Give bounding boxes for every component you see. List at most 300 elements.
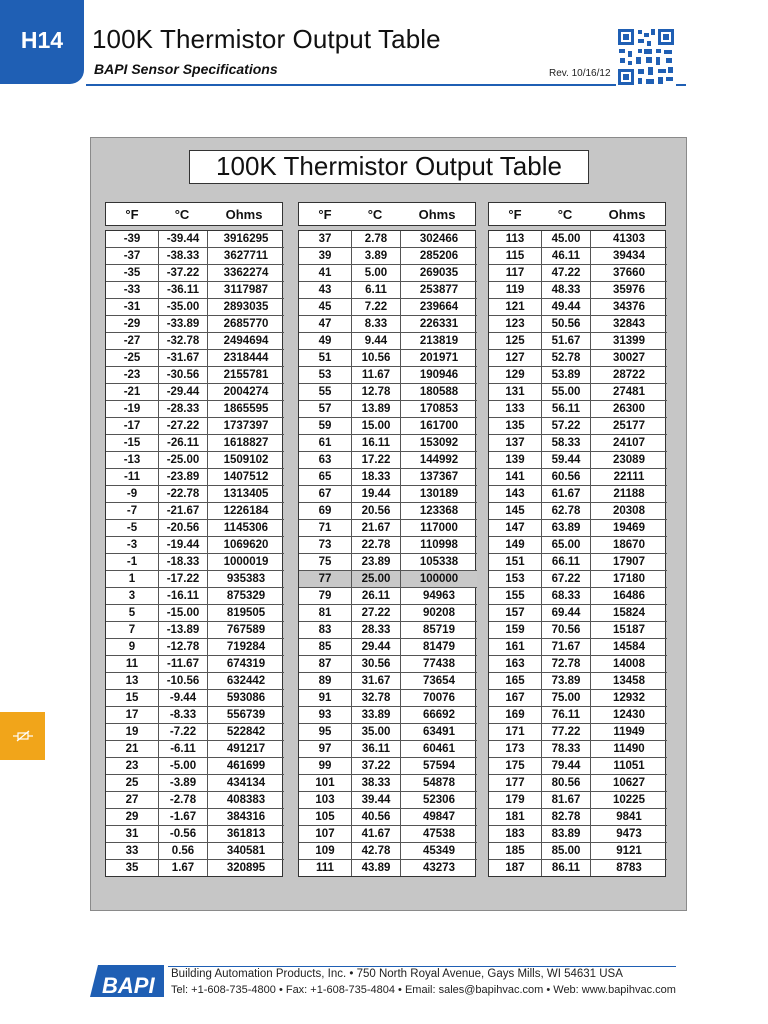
cell-fahrenheit: 187	[489, 860, 542, 877]
cell-ohms: 25177	[591, 418, 668, 435]
cell-ohms: 340581	[208, 843, 285, 860]
cell-celsius: -5.00	[159, 758, 208, 775]
table-row	[489, 350, 667, 367]
table-row	[489, 435, 667, 452]
cell-celsius: -33.89	[159, 316, 208, 333]
cell-fahrenheit: 165	[489, 673, 542, 690]
cell-celsius: 9.44	[352, 333, 401, 350]
cell-fahrenheit: 111	[299, 860, 352, 877]
cell-ohms: 37660	[591, 265, 668, 282]
table-row	[489, 452, 667, 469]
table-row	[106, 588, 284, 605]
cell-ohms: 461699	[208, 758, 285, 775]
cell-celsius: 56.11	[542, 401, 591, 418]
cell-fahrenheit: 23	[106, 758, 159, 775]
table-row	[106, 367, 284, 384]
table-row	[299, 656, 477, 673]
table-row	[106, 537, 284, 554]
thermistor-table-panel	[90, 137, 687, 911]
cell-celsius: 49.44	[542, 299, 591, 316]
cell-celsius: 71.67	[542, 639, 591, 656]
cell-ohms: 70076	[401, 690, 478, 707]
table-row	[489, 231, 667, 248]
table-header	[105, 202, 283, 226]
cell-celsius: 39.44	[352, 792, 401, 809]
cell-fahrenheit: 113	[489, 231, 542, 248]
cell-celsius: -12.78	[159, 639, 208, 656]
cell-ohms: 17907	[591, 554, 668, 571]
cell-fahrenheit: -29	[106, 316, 159, 333]
cell-ohms: 41303	[591, 231, 668, 248]
cell-ohms: 408383	[208, 792, 285, 809]
cell-ohms: 94963	[401, 588, 478, 605]
cell-fahrenheit: -17	[106, 418, 159, 435]
cell-celsius: -19.44	[159, 537, 208, 554]
table-row	[106, 809, 284, 826]
cell-ohms: 35976	[591, 282, 668, 299]
cell-fahrenheit: 127	[489, 350, 542, 367]
cell-ohms: 3916295	[208, 231, 285, 248]
cell-celsius: 11.67	[352, 367, 401, 384]
cell-fahrenheit: 87	[299, 656, 352, 673]
cell-ohms: 57594	[401, 758, 478, 775]
table-row	[489, 758, 667, 775]
cell-celsius: -2.78	[159, 792, 208, 809]
table-column-2	[298, 202, 476, 877]
table-row	[489, 282, 667, 299]
cell-ohms: 43273	[423, 862, 455, 874]
cell-ohms: 54878	[401, 775, 478, 792]
cell-celsius: 78.33	[542, 741, 591, 758]
cell-ohms: 1000019	[208, 554, 285, 571]
cell-fahrenheit: 37	[299, 231, 352, 248]
cell-fahrenheit: 15	[106, 690, 159, 707]
cell-ohms: 1069620	[208, 537, 285, 554]
cell-celsius: 59.44	[542, 452, 591, 469]
table-row	[489, 741, 667, 758]
cell-ohms: 1226184	[208, 503, 285, 520]
cell-fahrenheit: 135	[489, 418, 542, 435]
cell-celsius: 82.78	[542, 809, 591, 826]
cell-ohms: 719284	[208, 639, 285, 656]
table-row	[106, 418, 284, 435]
table-row	[489, 248, 667, 265]
svg-text:BAPI: BAPI	[102, 973, 155, 997]
table-row	[106, 248, 284, 265]
cell-celsius: 0.56	[159, 843, 208, 860]
cell-ohms: 90208	[401, 605, 478, 622]
cell-celsius: -23.89	[159, 469, 208, 486]
section-badge	[0, 0, 84, 84]
cell-fahrenheit: 133	[489, 401, 542, 418]
header-fahrenheit: °F	[508, 206, 522, 222]
cell-ohms: 819505	[208, 605, 285, 622]
cell-celsius: 40.56	[352, 809, 401, 826]
table-row	[106, 656, 284, 673]
table-row	[299, 775, 477, 792]
cell-fahrenheit: 21	[106, 741, 159, 758]
cell-ohms: 875329	[208, 588, 285, 605]
table-row	[489, 775, 667, 792]
cell-ohms: 213819	[401, 333, 478, 350]
cell-celsius: 25.00	[352, 571, 401, 588]
cell-ohms: 73654	[401, 673, 478, 690]
cell-ohms: 16486	[591, 588, 668, 605]
cell-fahrenheit: 185	[489, 843, 542, 860]
table-row	[489, 316, 667, 333]
table-row	[489, 299, 667, 316]
header-celsius: °C	[174, 206, 190, 222]
cell-ohms: 11490	[591, 741, 668, 758]
cell-ohms: 9121	[591, 843, 668, 860]
table-row	[489, 520, 667, 537]
cell-ohms: 18670	[591, 537, 668, 554]
cell-fahrenheit: 105	[299, 809, 352, 826]
table-row	[299, 299, 477, 316]
cell-celsius: 27.22	[352, 605, 401, 622]
cell-celsius: 15.00	[352, 418, 401, 435]
cell-ohms: 2893035	[208, 299, 285, 316]
cell-ohms: 137367	[401, 469, 478, 486]
table-row	[489, 503, 667, 520]
table-row	[489, 826, 667, 843]
cell-ohms: 1407512	[208, 469, 285, 486]
cell-fahrenheit: 149	[489, 537, 542, 554]
cell-celsius: 18.33	[352, 469, 401, 486]
table-row	[106, 384, 284, 401]
table-row	[489, 265, 667, 282]
cell-celsius: -1.67	[159, 809, 208, 826]
cell-ohms: 170853	[401, 401, 478, 418]
table-row	[106, 605, 284, 622]
cell-ohms: 1145306	[208, 520, 285, 537]
cell-fahrenheit: 27	[106, 792, 159, 809]
cell-fahrenheit: 83	[299, 622, 352, 639]
cell-ohms: 1618827	[208, 435, 285, 452]
cell-ohms: 2318444	[208, 350, 285, 367]
cell-fahrenheit: -9	[106, 486, 159, 503]
table-row	[106, 486, 284, 503]
cell-fahrenheit: 3	[106, 588, 159, 605]
cell-celsius: -37.22	[159, 265, 208, 282]
cell-fahrenheit: 75	[299, 554, 352, 571]
cell-celsius: -13.89	[159, 622, 208, 639]
cell-fahrenheit: 69	[299, 503, 352, 520]
cell-celsius: 63.89	[542, 520, 591, 537]
cell-fahrenheit: 117	[489, 265, 542, 282]
cell-fahrenheit: -19	[106, 401, 159, 418]
cell-ohms: 285206	[401, 248, 478, 265]
cell-fahrenheit: 61	[299, 435, 352, 452]
cell-ohms: 23089	[591, 452, 668, 469]
cell-celsius: 45.00	[542, 231, 591, 248]
cell-celsius: 6.11	[352, 282, 401, 299]
cell-celsius: 35.00	[352, 724, 401, 741]
table-row	[106, 673, 284, 690]
cell-fahrenheit: 7	[106, 622, 159, 639]
cell-celsius: -6.11	[159, 741, 208, 758]
table-row	[106, 401, 284, 418]
cell-fahrenheit: 11	[106, 656, 159, 673]
cell-celsius: 50.56	[542, 316, 591, 333]
cell-fahrenheit: -3	[106, 537, 159, 554]
cell-ohms: 767589	[208, 622, 285, 639]
cell-fahrenheit: -1	[106, 554, 159, 571]
cell-fahrenheit: -31	[106, 299, 159, 316]
table-row	[106, 775, 284, 792]
cell-celsius: 57.22	[542, 418, 591, 435]
cell-ohms: 12932	[591, 690, 668, 707]
cell-fahrenheit: 159	[489, 622, 542, 639]
cell-fahrenheit: 17	[106, 707, 159, 724]
cell-ohms: 556739	[208, 707, 285, 724]
table-row	[489, 843, 667, 860]
cell-celsius: 73.89	[542, 673, 591, 690]
cell-ohms: 674319	[208, 656, 285, 673]
cell-celsius: 16.11	[352, 435, 401, 452]
cell-celsius: 81.67	[542, 792, 591, 809]
company-address: Building Automation Products, Inc. • 750 North Royal Avenue, Gays Mills, WI 54631 USA	[171, 968, 623, 980]
table-row	[299, 571, 477, 588]
cell-fahrenheit: 139	[489, 452, 542, 469]
cell-celsius: 47.22	[542, 265, 591, 282]
cell-fahrenheit: 119	[489, 282, 542, 299]
cell-fahrenheit: 137	[489, 435, 542, 452]
cell-celsius: -39.44	[159, 231, 208, 248]
cell-celsius: 55.00	[542, 384, 591, 401]
table-column-1	[105, 202, 283, 877]
table-row	[106, 707, 284, 724]
cell-celsius: 83.89	[542, 826, 591, 843]
table-row	[106, 758, 284, 775]
table-row	[106, 724, 284, 741]
cell-fahrenheit: 143	[489, 486, 542, 503]
cell-ohms: 19469	[591, 520, 668, 537]
table-row	[299, 231, 477, 248]
cell-celsius: 43.89	[352, 860, 401, 877]
cell-fahrenheit: 121	[489, 299, 542, 316]
cell-celsius: 51.67	[542, 333, 591, 350]
cell-ohms: 2004274	[208, 384, 285, 401]
cell-fahrenheit: -15	[106, 435, 159, 452]
cell-celsius: 12.78	[352, 384, 401, 401]
cell-fahrenheit: 181	[489, 809, 542, 826]
cell-ohms: 11051	[591, 758, 668, 775]
cell-ohms: 123368	[401, 503, 478, 520]
table-row	[106, 282, 284, 299]
table-row	[106, 435, 284, 452]
cell-celsius: -3.89	[159, 775, 208, 792]
cell-celsius: 37.22	[352, 758, 401, 775]
cell-celsius: -26.11	[159, 435, 208, 452]
table-row	[299, 265, 477, 282]
cell-ohms: 10627	[591, 775, 668, 792]
cell-celsius: 21.67	[352, 520, 401, 537]
bapi-logo	[90, 965, 164, 997]
header-celsius: °C	[367, 206, 383, 222]
cell-fahrenheit: 173	[489, 741, 542, 758]
header-divider	[86, 84, 686, 86]
cell-celsius: 1.67	[159, 860, 208, 877]
cell-fahrenheit: 29	[106, 809, 159, 826]
table-row	[299, 384, 477, 401]
table-row	[489, 401, 667, 418]
cell-fahrenheit: 163	[489, 656, 542, 673]
cell-celsius: -32.78	[159, 333, 208, 350]
cell-celsius: -17.22	[159, 571, 208, 588]
cell-ohms: 117000	[401, 520, 478, 537]
cell-fahrenheit: 115	[489, 248, 542, 265]
table-row	[106, 231, 284, 248]
table-row	[299, 503, 477, 520]
table-row	[489, 673, 667, 690]
cell-celsius: 75.00	[542, 690, 591, 707]
cell-ohms: 32843	[591, 316, 668, 333]
cell-celsius: 79.44	[542, 758, 591, 775]
cell-fahrenheit: 153	[489, 571, 542, 588]
cell-ohms: 34376	[591, 299, 668, 316]
cell-fahrenheit: 107	[299, 826, 352, 843]
cell-fahrenheit: 167	[489, 690, 542, 707]
cell-celsius: -29.44	[159, 384, 208, 401]
table-row	[489, 418, 667, 435]
cell-celsius: 86.11	[542, 860, 591, 877]
footer-divider	[168, 966, 676, 967]
cell-ohms: 45349	[401, 843, 478, 860]
cell-celsius: -8.33	[159, 707, 208, 724]
cell-ohms: 180588	[401, 384, 478, 401]
table-row	[299, 401, 477, 418]
cell-celsius: 17.22	[352, 452, 401, 469]
cell-celsius: -0.56	[159, 826, 208, 843]
table-row	[299, 554, 477, 571]
cell-celsius: 60.56	[542, 469, 591, 486]
cell-fahrenheit: 109	[299, 843, 352, 860]
cell-celsius: -11.67	[159, 656, 208, 673]
cell-fahrenheit: 5	[106, 605, 159, 622]
header-celsius: °C	[557, 206, 573, 222]
cell-fahrenheit: 151	[489, 554, 542, 571]
cell-celsius: 22.78	[352, 537, 401, 554]
table-row	[106, 826, 284, 843]
cell-fahrenheit: 175	[489, 758, 542, 775]
cell-celsius: 30.56	[352, 656, 401, 673]
cell-celsius: 36.11	[352, 741, 401, 758]
table-row	[299, 418, 477, 435]
cell-fahrenheit: 63	[299, 452, 352, 469]
table-row	[106, 265, 284, 282]
cell-ohms: 522842	[208, 724, 285, 741]
cell-ohms: 13458	[591, 673, 668, 690]
cell-ohms: 9473	[591, 826, 668, 843]
cell-celsius: -16.11	[159, 588, 208, 605]
cell-fahrenheit: 71	[299, 520, 352, 537]
table-row	[299, 367, 477, 384]
header-fahrenheit: °F	[125, 206, 139, 222]
cell-fahrenheit: 145	[489, 503, 542, 520]
cell-celsius: 5.00	[352, 265, 401, 282]
cell-ohms: 21188	[591, 486, 668, 503]
cell-ohms: 144992	[401, 452, 478, 469]
header-ohms: Ohms	[418, 206, 456, 222]
cell-fahrenheit: -37	[106, 248, 159, 265]
cell-fahrenheit: 45	[299, 299, 352, 316]
table-row	[489, 571, 667, 588]
cell-ohms: 110998	[401, 537, 478, 554]
cell-celsius: 3.89	[352, 248, 401, 265]
table-row	[299, 452, 477, 469]
cell-ohms: 15187	[591, 622, 668, 639]
cell-fahrenheit: 39	[299, 248, 352, 265]
table-row	[106, 520, 284, 537]
cell-ohms: 935383	[208, 571, 285, 588]
table-row	[299, 673, 477, 690]
header-fahrenheit: °F	[318, 206, 332, 222]
table-row	[106, 571, 284, 588]
cell-ohms: 26300	[591, 401, 668, 418]
cell-ohms: 17180	[591, 571, 668, 588]
cell-celsius: 28.33	[352, 622, 401, 639]
cell-fahrenheit: 97	[299, 741, 352, 758]
cell-ohms: 52306	[401, 792, 478, 809]
table-row	[299, 724, 477, 741]
cell-celsius: 7.22	[352, 299, 401, 316]
cell-ohms: 3362274	[208, 265, 285, 282]
cell-celsius: 53.89	[542, 367, 591, 384]
cell-fahrenheit: 51	[299, 350, 352, 367]
cell-celsius: 31.67	[352, 673, 401, 690]
cell-celsius: 46.11	[542, 248, 591, 265]
cell-fahrenheit: 79	[299, 588, 352, 605]
cell-celsius: -20.56	[159, 520, 208, 537]
cell-celsius: -27.22	[159, 418, 208, 435]
table-row	[106, 333, 284, 350]
table-row	[299, 639, 477, 656]
cell-ohms: 49847	[401, 809, 478, 826]
cell-ohms: 593086	[208, 690, 285, 707]
cell-fahrenheit: 161	[489, 639, 542, 656]
cell-ohms: 47538	[401, 826, 478, 843]
cell-fahrenheit: 55	[299, 384, 352, 401]
table-row	[106, 452, 284, 469]
cell-fahrenheit: 177	[489, 775, 542, 792]
table-row	[299, 622, 477, 639]
table-row	[106, 843, 284, 860]
table-row	[299, 435, 477, 452]
cell-ohms: 1509102	[208, 452, 285, 469]
cell-ohms: 77438	[401, 656, 478, 673]
cell-fahrenheit: 179	[489, 792, 542, 809]
cell-celsius: 26.11	[352, 588, 401, 605]
cell-celsius: -21.67	[159, 503, 208, 520]
cell-fahrenheit: 65	[299, 469, 352, 486]
cell-celsius: -38.33	[159, 248, 208, 265]
cell-celsius: 10.56	[352, 350, 401, 367]
cell-ohms: 81479	[401, 639, 478, 656]
cell-fahrenheit: 95	[299, 724, 352, 741]
cell-ohms: 361813	[208, 826, 285, 843]
table-row	[299, 486, 477, 503]
cell-celsius: 13.89	[352, 401, 401, 418]
cell-ohms: 1313405	[208, 486, 285, 503]
cell-fahrenheit: 123	[489, 316, 542, 333]
cell-ohms: 1865595	[208, 401, 285, 418]
cell-celsius: 65.00	[542, 537, 591, 554]
cell-fahrenheit: 141	[489, 469, 542, 486]
cell-ohms: 253877	[401, 282, 478, 299]
cell-ohms: 161700	[401, 418, 478, 435]
cell-ohms: 10225	[591, 792, 668, 809]
